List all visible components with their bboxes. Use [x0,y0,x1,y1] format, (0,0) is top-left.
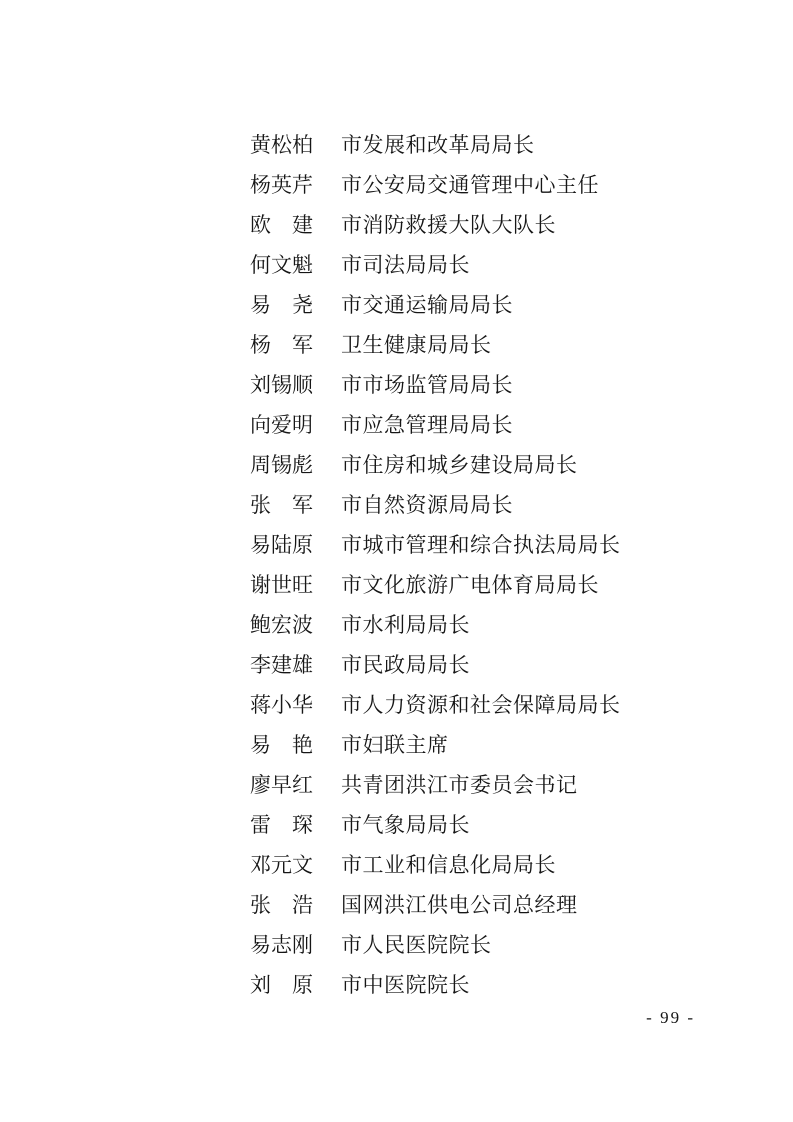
person-title: 市自然资源局局长 [341,493,513,517]
person-title: 市发展和改革局局长 [341,133,535,157]
person-name: 鲍宏波 [250,613,313,637]
person-title: 市人民医院院长 [341,933,492,957]
person-name: 蒋小华 [250,693,313,717]
person-name: 易 艳 [250,733,313,757]
person-title: 市气象局局长 [341,813,470,837]
list-item [250,685,730,725]
list-item [250,285,730,325]
person-name: 黄松柏 [250,133,313,157]
list-item [250,485,730,525]
list-item [250,525,730,565]
person-name: 易陆原 [250,533,313,557]
list-item [250,445,730,485]
list-item [250,645,730,685]
list-item [250,925,730,965]
list-item [250,605,730,645]
person-title: 市公安局交通管理中心主任 [341,173,599,197]
person-name: 易 尧 [250,293,313,317]
person-title: 市应急管理局局长 [341,413,513,437]
person-name: 雷 琛 [250,813,313,837]
person-title: 市水利局局长 [341,613,470,637]
person-name: 张 军 [250,493,313,517]
person-name: 廖早红 [250,773,313,797]
person-name: 刘锡顺 [250,373,313,397]
appointments-list [250,125,730,1005]
person-title: 市文化旅游广电体育局局长 [341,573,599,597]
list-item [250,325,730,365]
person-title: 市司法局局长 [341,253,470,277]
person-title: 市城市管理和综合执法局局长 [341,533,621,557]
person-title: 卫生健康局局长 [341,333,492,357]
list-item [250,245,730,285]
page-number: - 99 - [646,1008,695,1027]
list-item [250,125,730,165]
person-name: 张 浩 [250,893,313,917]
list-item [250,725,730,765]
list-item [250,205,730,245]
list-item [250,365,730,405]
list-item [250,165,730,205]
person-title: 市市场监管局局长 [341,373,513,397]
person-name: 刘 原 [250,973,313,997]
person-name: 李建雄 [250,653,313,677]
person-name: 向爱明 [250,413,313,437]
person-title: 市妇联主席 [341,733,449,757]
person-title: 市工业和信息化局局长 [341,853,556,877]
person-title: 市消防救援大队大队长 [341,213,556,237]
person-name: 杨英芹 [250,173,313,197]
person-title: 市住房和城乡建设局局长 [341,453,578,477]
person-title: 国网洪江供电公司总经理 [341,893,578,917]
person-title: 市民政局局长 [341,653,470,677]
person-title: 市人力资源和社会保障局局长 [341,693,621,717]
list-item [250,885,730,925]
person-name: 何文魁 [250,253,313,277]
person-title: 市交通运输局局长 [341,293,513,317]
list-item [250,965,730,1005]
list-item [250,845,730,885]
person-name: 杨 军 [250,333,313,357]
person-name: 谢世旺 [250,573,313,597]
person-name: 周锡彪 [250,453,313,477]
list-item [250,805,730,845]
list-item [250,565,730,605]
person-name: 邓元文 [250,853,313,877]
person-name: 欧 建 [250,213,313,237]
person-title: 共青团洪江市委员会书记 [341,773,578,797]
list-item [250,765,730,805]
list-item [250,405,730,445]
person-title: 市中医院院长 [341,973,470,997]
person-name: 易志刚 [250,933,313,957]
